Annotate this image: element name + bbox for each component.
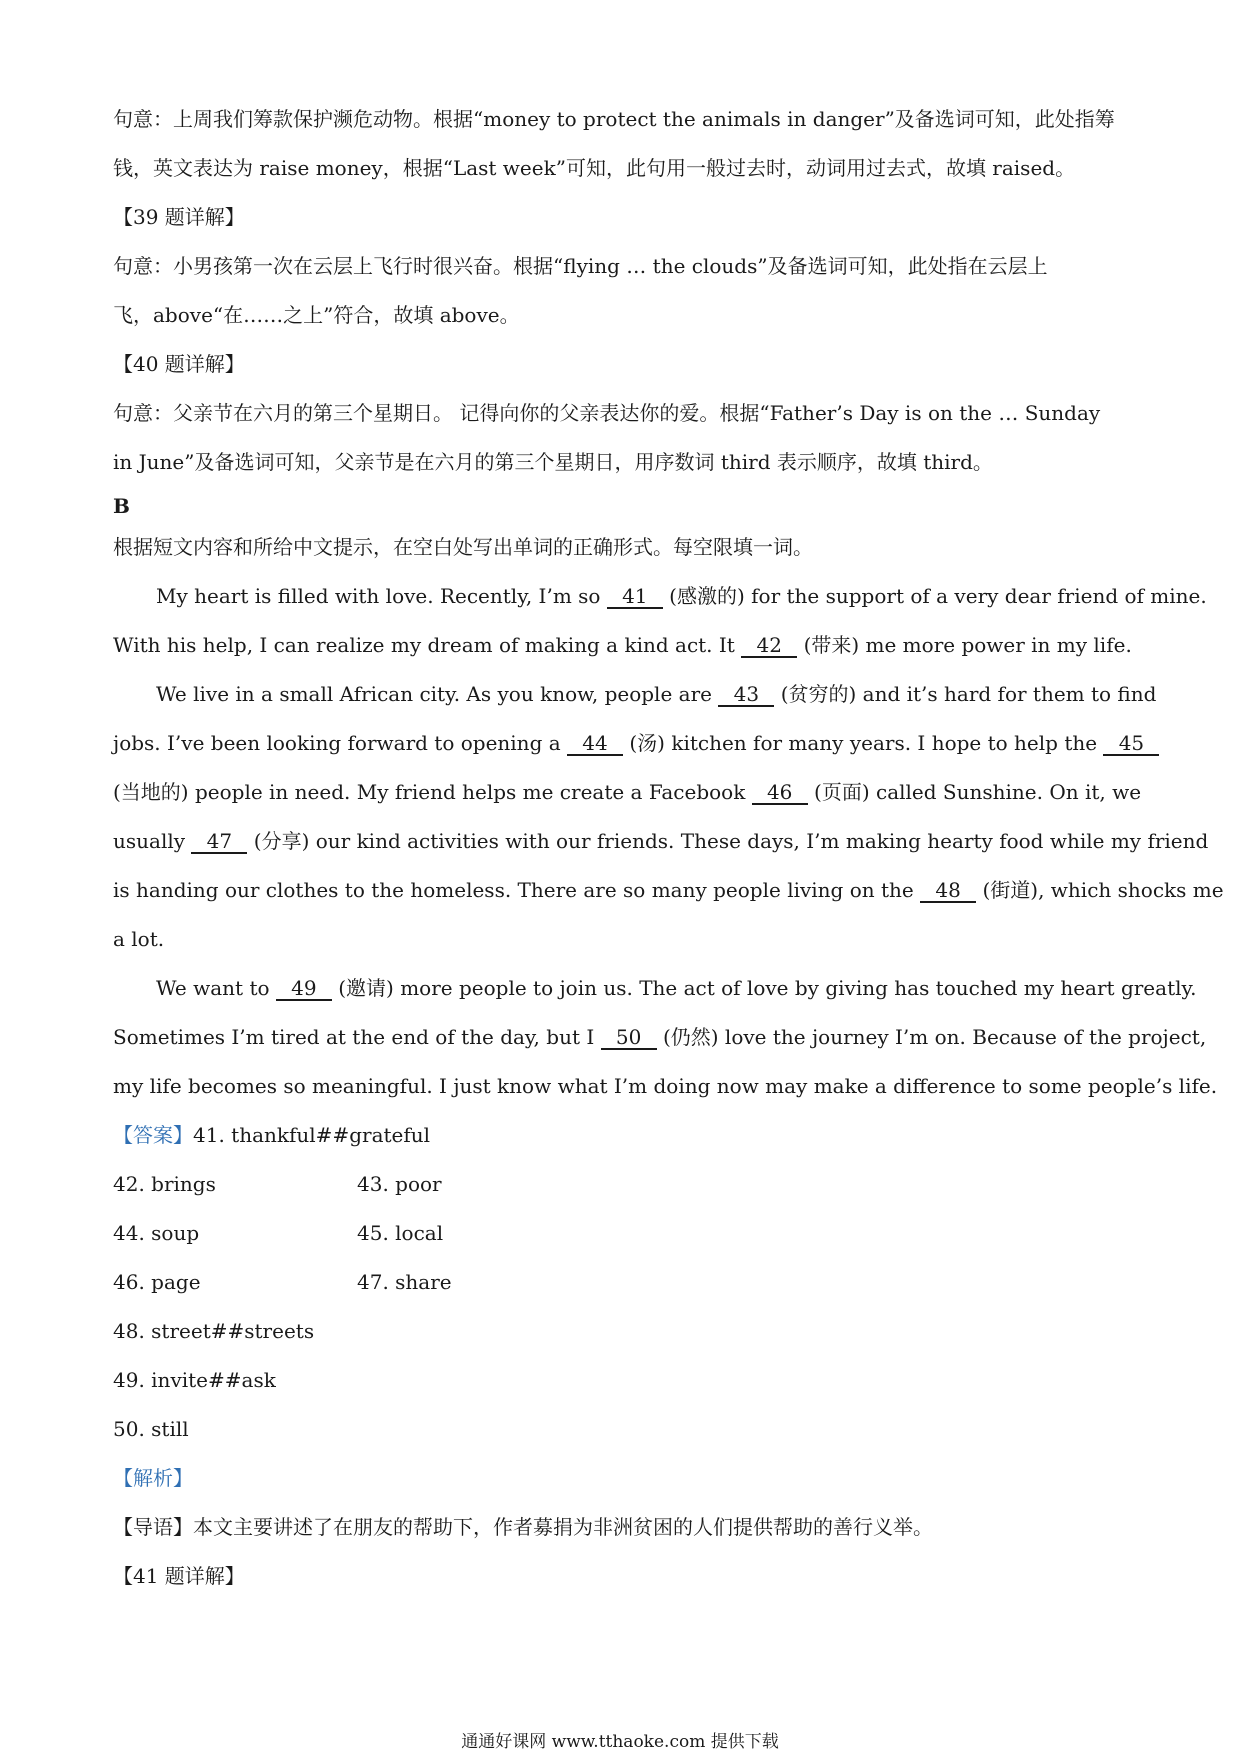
question-41-heading: 【41 题详解】: [113, 1564, 245, 1588]
answer-line: 【答案】41. thankful##grateful: [113, 1123, 431, 1147]
blank-42: 42: [741, 634, 797, 658]
explanation-line: 句意：父亲节在六月的第三个星期日。 记得向你的父亲表达你的爱。根据“Father’s Day is on the … Sunday: [113, 401, 1101, 425]
answer-line: 48. street##streets: [113, 1319, 315, 1343]
blank-47: 47: [191, 830, 247, 854]
page-footer: 通通好课网 www.tthaoke.com 提供下载: [461, 1732, 779, 1752]
passage-line: is handing our clothes to the homeless. There are so many people living on the 48 (街道), which shocks me: [113, 878, 1224, 902]
blank-41: 41: [607, 585, 663, 609]
section-instruction: 根据短文内容和所给中文提示，在空白处写出单词的正确形式。每空限填一词。: [113, 535, 813, 559]
answer-line: 50. still: [113, 1417, 189, 1441]
question-40-heading: 【40 题详解】: [113, 352, 245, 376]
blank-48: 48: [920, 879, 976, 903]
passage-line: a lot.: [113, 927, 165, 951]
blank-43: 43: [718, 683, 774, 707]
answer-line: 46. page 47. share: [113, 1270, 452, 1294]
blank-50: 50: [601, 1026, 657, 1050]
blank-49: 49: [276, 977, 332, 1001]
blank-46: 46: [752, 781, 808, 805]
blank-45: 45: [1103, 732, 1159, 756]
explanation-line: in June”及备选词可知，父亲节是在六月的第三个星期日，用序数词 third 表示顺序，故填 third。: [113, 450, 993, 474]
answer-line: 49. invite##ask: [113, 1368, 276, 1392]
explanation-line: 钱，英文表达为 raise money，根据“Last week”可知，此句用一般过去时，动词用过去式，故填 raised。: [113, 156, 1076, 180]
explanation-line: 句意：小男孩第一次在云层上飞行时很兴奋。根据“flying … the clouds”及备选词可知，此处指在云层上: [113, 254, 1048, 278]
passage-line: We live in a small African city. As you know, people are 43 (贫穷的) and it’s hard for them to find: [156, 682, 1157, 706]
explanation-line: 句意：上周我们筹款保护濒危动物。根据“money to protect the animals in danger”及备选词可知，此处指筹: [113, 107, 1115, 131]
answer-line: 42. brings 43. poor: [113, 1172, 442, 1196]
passage-line: With his help, I can realize my dream of making a kind act. It 42 (带来) me more power in my life.: [113, 633, 1132, 657]
passage-line: Sometimes I’m tired at the end of the day, but I 50 (仍然) love the journey I’m on. Because of the project,: [113, 1025, 1207, 1049]
passage-line: my life becomes so meaningful. I just know what I’m doing now may make a difference to some people’s life.: [113, 1074, 1218, 1098]
explanation-line: 飞，above“在……之上”符合，故填 above。: [113, 303, 520, 327]
passage-line: (当地的) people in need. My friend helps me create a Facebook 46 (页面) called Sunshine. On it, we: [113, 780, 1142, 804]
question-39-heading: 【39 题详解】: [113, 205, 245, 229]
analysis-label: 【解析】: [113, 1466, 193, 1490]
passage-line: My heart is filled with love. Recently, I’m so 41 (感激的) for the support of a very dear friend of mine.: [156, 584, 1207, 608]
passage-line: We want to 49 (邀请) more people to join us. The act of love by giving has touched my heart greatly.: [156, 976, 1197, 1000]
guide-line: 【导语】本文主要讲述了在朋友的帮助下，作者募捐为非洲贫困的人们提供帮助的善行义举。: [113, 1515, 933, 1539]
passage-line: usually 47 (分享) our kind activities with our friends. These days, I’m making hearty food while my friend: [113, 829, 1209, 853]
passage-line: jobs. I’ve been looking forward to opening a 44 (汤) kitchen for many years. I hope to help the 45: [113, 729, 1159, 757]
answer-label: 【答案】: [113, 1123, 193, 1147]
answer-line: 44. soup 45. local: [113, 1221, 444, 1245]
blank-44: 44: [567, 732, 623, 756]
section-heading: B: [113, 494, 130, 518]
